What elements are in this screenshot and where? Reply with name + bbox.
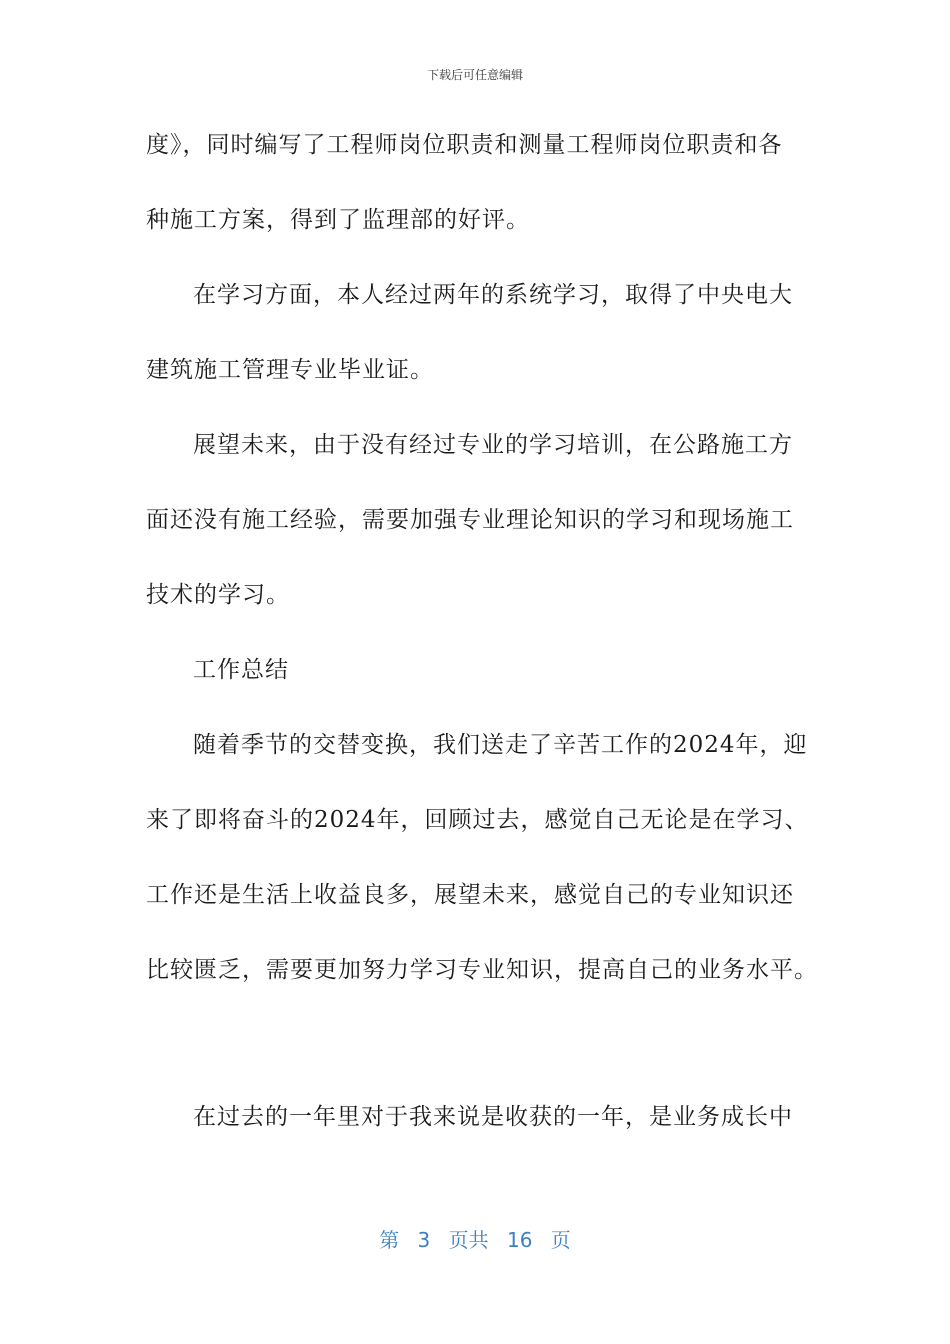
page-header: 下载后可任意编辑 xyxy=(426,68,523,82)
paragraph-line: 来了即将奋斗的2024年，回顾过去，感觉自己无论是在学习、 xyxy=(146,807,809,833)
paragraph-line: 在学习方面，本人经过两年的系统学习，取得了中央电大 xyxy=(193,282,793,308)
paragraph-line: 度》，同时编写了工程师岗位职责和测量工程师岗位职责和各 xyxy=(146,132,783,158)
paragraph-line: 随着季节的交替变换，我们送走了辛苦工作的2024年，迎 xyxy=(193,732,808,758)
paragraph-line: 比较匮乏，需要更加努力学习专业知识，提高自己的业务水平。 xyxy=(146,957,818,983)
page-number-footer: 第 3 页共 16 页 xyxy=(379,1228,571,1252)
paragraph-line: 展望未来，由于没有经过专业的学习培训，在公路施工方 xyxy=(193,432,793,458)
paragraph-line: 工作还是生活上收益良多，展望未来，感觉自己的专业知识还 xyxy=(146,882,794,908)
paragraph-line: 建筑施工管理专业毕业证。 xyxy=(146,357,434,383)
paragraph-line: 技术的学习。 xyxy=(146,582,290,608)
section-title: 工作总结 xyxy=(193,657,289,683)
paragraph-line: 在过去的一年里对于我来说是收获的一年，是业务成长中 xyxy=(193,1104,793,1130)
paragraph-line: 面还没有施工经验，需要加强专业理论知识的学习和现场施工 xyxy=(146,507,794,533)
paragraph-line: 种施工方案，得到了监理部的好评。 xyxy=(146,207,530,233)
